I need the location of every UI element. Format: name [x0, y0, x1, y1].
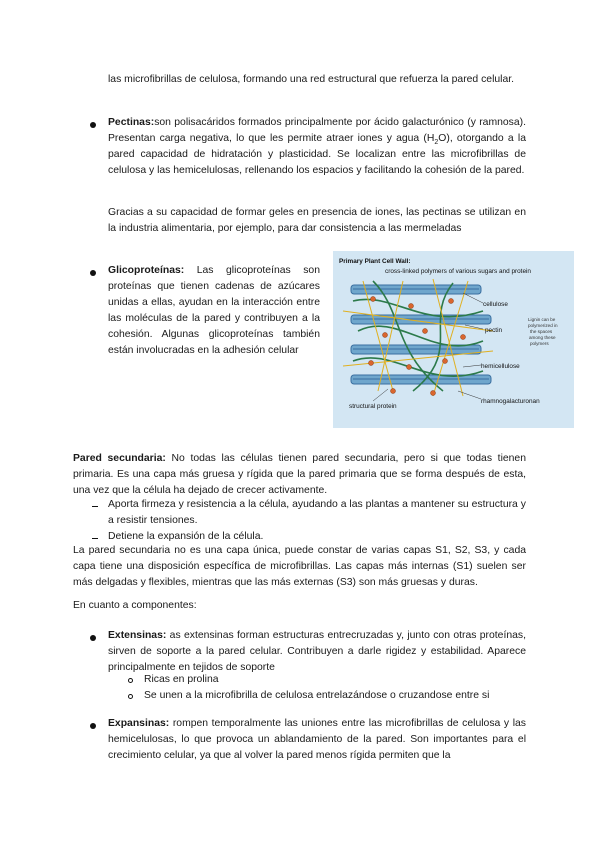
cell-wall-diagram: [333, 251, 574, 428]
circle-bullet-icon: [128, 694, 133, 699]
pared-secundaria-paragraph: [73, 451, 526, 499]
expansinas-text: rompen temporalmente las uniones entre las microfibrillas de celulosa y las hemicelulosas, lo que provoca un ablandamiento de la pared. Son importantes para el crecimiento celular, ya que al volver la pared menos rígida permiten que la: [108, 718, 526, 761]
bullet-icon: [90, 122, 96, 128]
pared-secundaria-term: Pared secundaria:: [73, 453, 166, 464]
expansinas-paragraph: [108, 716, 526, 764]
extensinas-text: as extensinas forman estructuras entrecruzadas y, junto con otras proteínas, sirven de soporte a la pared celular. Contribuyen a darle rigidez y estabilidad. Aparece principalmente en tejidos de soporte: [108, 630, 526, 673]
bullet-icon: [90, 270, 96, 276]
figure-title: Primary Plant Cell Wall:: [339, 258, 411, 265]
intro-paragraph: las microfibrillas de celulosa, formando una red estructural que refuerza la pared celular.: [108, 74, 515, 85]
label-rhamnogalacturonan: rhamnogalacturonan: [481, 398, 540, 405]
circle-bullet-icon: [128, 678, 133, 683]
glicoproteinas-text: Las glicoproteínas son proteínas que tienen cadenas de azúcares unidas a ellas, ayudan en la interacción entre las moléculas de la pared y contribuyen a la cohesión. Algunas glicoproteínas también están involucradas en la adhesión celular: [108, 265, 320, 356]
extensinas-subitem-1: Ricas en prolina: [144, 674, 219, 685]
expansinas-term: Expansinas:: [108, 718, 170, 729]
bullet-icon: [90, 635, 96, 641]
pectinas-term: Pectinas:: [108, 117, 155, 128]
figure-subtitle: cross-linked polymers of various sugars and protein: [385, 268, 531, 275]
svg-text:polymers: polymers: [530, 341, 549, 346]
label-cellulose: cellulose: [483, 301, 508, 308]
pectinas-subscript: 2: [434, 139, 439, 147]
svg-text:Lignin can be: Lignin can be: [528, 317, 556, 322]
dash-icon: [92, 538, 98, 539]
pared-secundaria-text: No todas las células tienen pared secundaria, pero si que todas tienen primaria. Es una capa más gruesa y rígida que la pared primaria que se forma después de esta, una vez que la célula ha dejado de crecer activamente.: [73, 453, 526, 496]
pectinas-gels-paragraph: Gracias a su capacidad de formar geles en presencia de iones, las pectinas se utilizan en la industria alimentaria, por ejemplo, para dar consistencia a las mermeladas: [108, 207, 526, 234]
extensinas-term: Extensinas:: [108, 630, 167, 641]
pectinas-text-a: son polisacáridos formados principalmente por ácido galacturónico (y ramnosa). Presentan carga negativa, lo que les permite atraer iones y agua (H: [108, 117, 526, 144]
layers-paragraph: La pared secundaria no es una capa única, puede constar de varias capas S1, S2, S3, y cada capa tiene una disposición específica de microfibrillas. Las capas más internas (S1) suelen ser más delgadas y flexibles, mientras que las más externas (S3) son más gruesas y duras.: [73, 545, 526, 588]
pectinas-paragraph: [108, 115, 526, 179]
label-hemicellulose: hemicellulose: [481, 363, 520, 370]
dash-item-1: Aporta firmeza y resistencia a la célula, ayudando a las plantas a mantener su estructura y a resistir tensiones.: [108, 499, 526, 526]
svg-text:polymerized in: polymerized in: [528, 323, 558, 328]
dash-icon: [92, 506, 98, 507]
extensinas-paragraph: [108, 628, 526, 676]
label-pectin: pectin: [485, 327, 503, 334]
extensinas-subitem-2: Se unen a la microfibrilla de celulosa entrelazándose o cruzandose entre si: [144, 690, 490, 701]
svg-text:the spaces: the spaces: [530, 329, 553, 334]
bullet-icon: [90, 723, 96, 729]
glicoproteinas-paragraph: [108, 263, 320, 359]
pectinas-text-b: O), otorgando a la pared capacidad de hidratación y plasticidad. Se localizan entre las microfibrillas de celulosa y las hemicelulosas, rellenando los espacios y facilitando la cohesión de la pared.: [108, 133, 526, 176]
label-structural-protein: structural protein: [349, 403, 397, 410]
componentes-heading: En cuanto a componentes:: [73, 600, 197, 611]
glicoproteinas-term: Glicoproteínas:: [108, 265, 185, 276]
lignin-note: [528, 317, 558, 346]
svg-text:among these: among these: [529, 335, 556, 340]
dash-item-2: Detiene la expansión de la célula.: [108, 531, 264, 542]
